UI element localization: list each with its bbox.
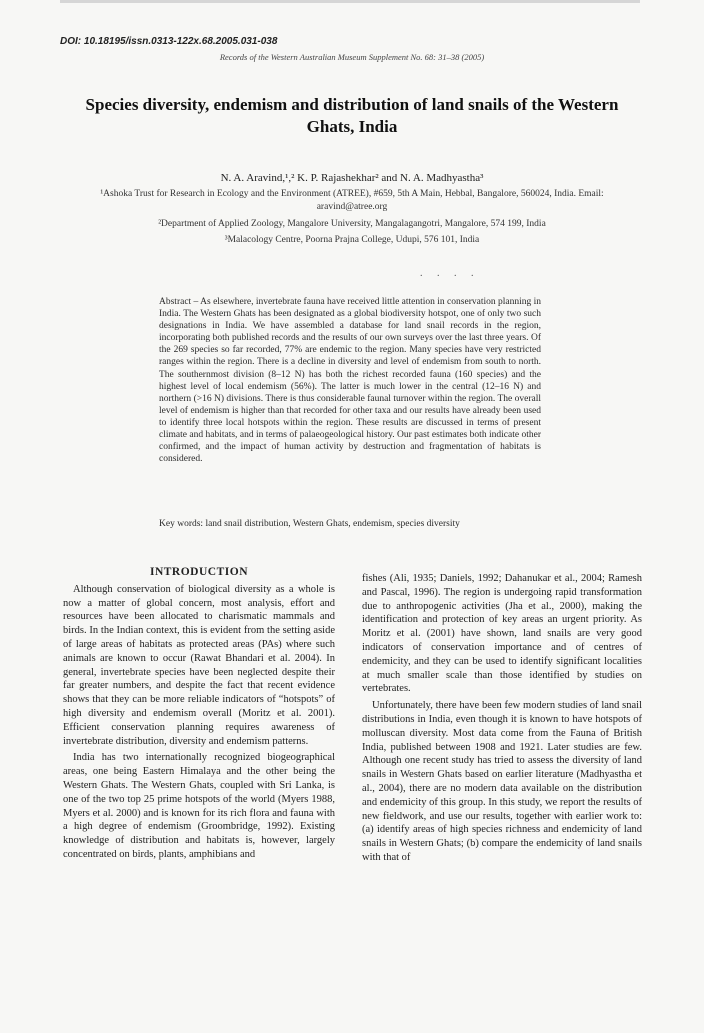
journal-citation: Records of the Western Australian Museum Supplement No. 68: 31–38 (2005) <box>219 52 485 62</box>
keywords: Key words: land snail distribution, Western Ghats, endemism, species diversity <box>159 519 460 529</box>
abstract-text: Abstract – As elsewhere, invertebrate fauna have received little attention in conservation planning in India. The Western Ghats has been designated as a global biodiversity hotspot, one of only two such designations in India. We have assembled a database for land snail records in the region, incorporating both published records and the results of our own surveys over the last three years. Of the 269 species so far recorded, 77% are endemic to the region. Many species have very restricted ranges within the region. There is a decline in diversity and level of endemism from south to north. The southernmost division (8–12 N) has both the richest recorded fauna (160 species) and the highest level of local endemism (56%). The latter is much lower in the central (12–16 N) and northern (>16 N) divisions. There is thus considerable faunal turnover within the region. The overall level of endemism is higher than that recorded for other taxa and our results have already been used to identify three local hotspots within the region. These results are discussed in terms of present climate and habitats, and in terms of palaeogeological history. Our past estimates both indicate other confirmed, and the impact of human activity by destruction and fragmentation of habitats is considered. <box>159 297 541 465</box>
separator-dots: . . . . <box>420 268 480 279</box>
right-column <box>362 572 642 865</box>
paragraph: Unfortunately, there have been few modern studies of land snail distributions in India, even though it is known to have hotspots of molluscan diversity. Most data come from the Fauna of British India, published between 1908 and 1921. Later studies are few. Although one recent study has tried to assess the diversity of land snails in Western Ghats based on earlier literature (Madhyastha et al., 2004), there are no modern data available on the distribution and endemicity of this group. In this study, we report the results of new fieldwork, and use our results, together with earlier work to: (a) identify areas of high species richness and endemicity of land snails in Western Ghats; (b) compare the endemicity of land snails with that of <box>362 700 642 863</box>
authors: N. A. Aravind,¹,² K. P. Rajashekhar² and N. A. Madhyastha³ <box>220 172 484 184</box>
paper-title: Species diversity, endemism and distribution of land snails of the Western Ghats, India <box>85 95 619 136</box>
doi: DOI: 10.18195/issn.0313-122x.68.2005.031-038 <box>60 36 278 47</box>
affiliation-3: ³Malacology Centre, Poorna Prajna College, Udupi, 576 101, India <box>224 235 480 245</box>
affiliation-2: ²Department of Applied Zoology, Mangalore University, Mangalagangotri, Mangalore, 574 199, India <box>158 219 546 229</box>
paragraph: fishes (Ali, 1935; Daniels, 1992; Dahanukar et al., 2004; Ramesh and Pascal, 1996). The region is undergoing rapid transformation due to anthropogenic activities (Jha et al., 2000), making the identification and protection of key areas an urgent priority. As Moritz et al. (2001) have shown, land snails are very good indicators of conservation importance and of centres of endemicity, and they can be used to identify significant localities at much smaller scale than those identified by studies on vertebrates. <box>362 573 642 695</box>
left-column <box>63 566 335 862</box>
paragraph: India has two internationally recognized biogeographical areas, one being Eastern Himalaya and the other being the Western Ghats. The Western Ghats, coupled with Sri Lanka, is one of the two top 25 prime hotspots of the world (Myers 1988, Myers et al. 2000) and is known for its rich flora and fauna with a high degree of endemism (Groombridge, 1992). Existing knowledge of distribution and habitats is, however, largely concentrated on birds, plants, amphibians and <box>63 752 335 860</box>
abstract <box>159 296 541 465</box>
affiliation-1: ¹Ashoka Trust for Research in Ecology and the Environment (ATREE), #659, 5th A Main, Hebbal, Bangalore, 560024, India. Email: aravind@atree.org <box>100 189 604 212</box>
paragraph: Although conservation of biological diversity as a whole is now a matter of global concern, most analysis, effort and resources have been allocated to charismatic mammals and birds. In the Indian context, this is evident from the setting aside of large areas of habitats as protected areas (PAs) where such animals are known to occur (Rawat Bhandari et al. 2004). In general, invertebrate species have been neglected despite their far greater numbers, and despite the fact that recent evidence shows that they can be more reliable indicators of “hotspots” of high diversity and endemism overall (Moritz et al. 2001). Efficient conservation planning requires awareness of invertebrate distribution, diversity and endemism patterns. <box>63 583 335 747</box>
top-scan-edge <box>60 0 640 3</box>
section-heading-introduction: INTRODUCTION <box>149 566 248 578</box>
